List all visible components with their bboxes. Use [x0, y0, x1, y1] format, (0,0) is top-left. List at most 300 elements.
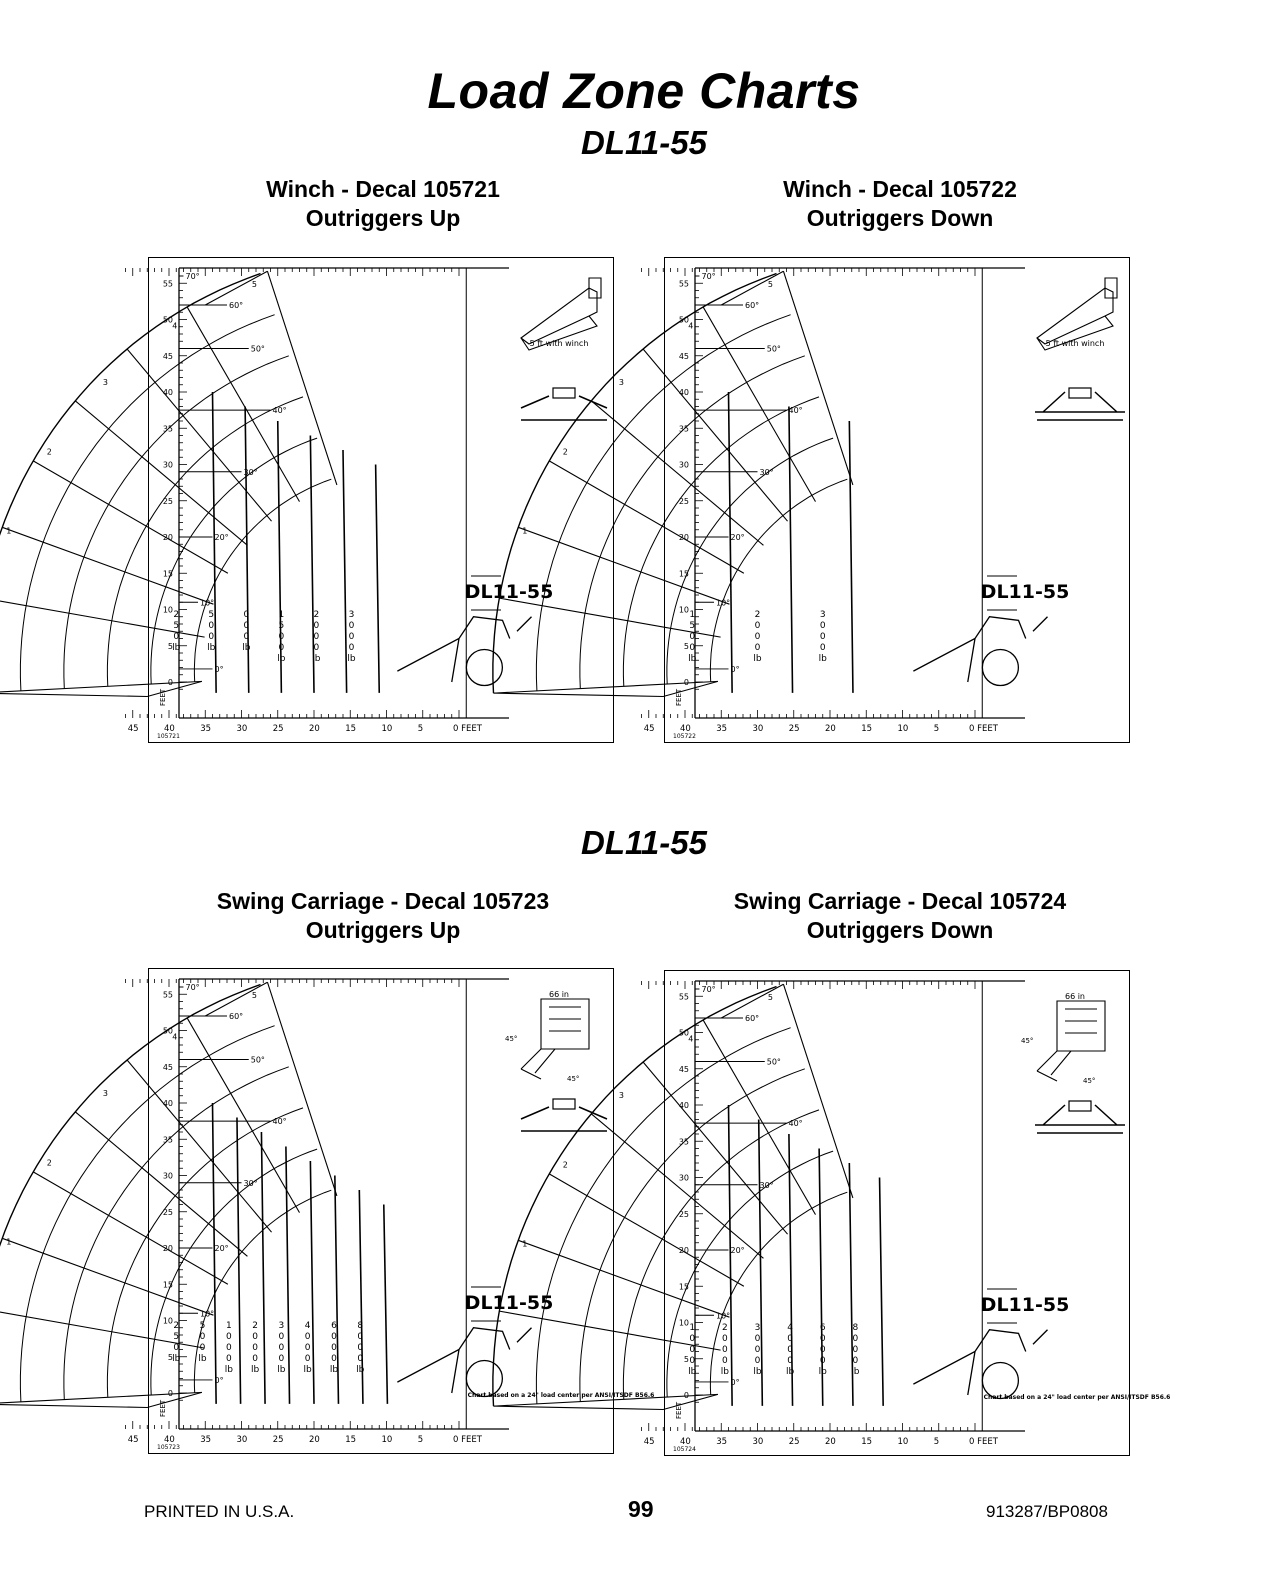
- page-number: 99: [628, 1496, 654, 1522]
- zone-capacity-char: lb: [250, 1364, 260, 1375]
- zone-capacity-char: 0: [208, 620, 215, 631]
- zone-capacity-char: 0: [173, 631, 180, 642]
- angle-label: 30°: [243, 467, 258, 477]
- load-chart-panel-1: [6, 257, 614, 743]
- chart-heading-1: [123, 175, 643, 233]
- machine-edge: [1033, 617, 1048, 632]
- zone-capacity-char: 0: [278, 1353, 285, 1364]
- zone-capacity-char: 0: [819, 1344, 826, 1355]
- zone-capacity-char: 3: [348, 609, 355, 620]
- zone-capacity-char: 0: [331, 1353, 337, 1364]
- extension-label: 4: [172, 1032, 178, 1042]
- angle-ray: [643, 349, 787, 521]
- zone-boundary-line: [343, 450, 347, 693]
- zone-capacity-char: 5: [278, 620, 285, 631]
- angle-label: 60°: [229, 301, 244, 310]
- zone-capacity-char: 0: [722, 1355, 728, 1366]
- zone-capacity-char: 0: [348, 620, 355, 631]
- zone-capacity-char: 0: [754, 631, 761, 642]
- zone-capacity-char: 0: [348, 642, 355, 653]
- zone-capacity-char: lb: [851, 1366, 860, 1377]
- angle-ray: [0, 1392, 202, 1404]
- angle-label: 30°: [759, 467, 774, 477]
- x-tick-label: 0 FEET: [969, 724, 998, 734]
- zone-capacity-char: 2: [313, 609, 320, 620]
- load-zone-grid: [0, 271, 337, 696]
- outrigger-arms-down: [1035, 1105, 1125, 1125]
- x-tick-label: 5: [933, 724, 940, 734]
- extension-label: 4: [688, 321, 694, 331]
- zone-capacity-char: 0: [754, 1333, 761, 1344]
- y-tick-label: 0: [167, 1389, 173, 1398]
- zone-capacity-char: 0: [819, 620, 826, 631]
- carriage-frame-icon: [1057, 1001, 1105, 1051]
- extension-label: 2: [562, 447, 568, 457]
- angle-label: 70°: [701, 985, 716, 994]
- y-tick-label: 50: [162, 315, 173, 325]
- y-tick-label: 0: [683, 1391, 689, 1400]
- zone-capacity-char: 8: [357, 1320, 364, 1331]
- y-axis-unit: FEET: [675, 688, 683, 706]
- x-tick-label: 40: [164, 724, 175, 734]
- x-tick-label: 30: [236, 724, 248, 734]
- zone-capacity-char: lb: [172, 642, 181, 653]
- x-tick-label: 40: [164, 1435, 175, 1445]
- chart-heading-4: [640, 887, 1160, 945]
- zone-capacity-char: lb: [786, 1366, 795, 1377]
- y-tick-label: 45: [162, 1062, 173, 1072]
- x-tick-label: 10: [897, 1437, 909, 1447]
- angle-label: 0°: [214, 1375, 224, 1385]
- zone-capacity-char: 0: [313, 642, 320, 653]
- zone-boundary-line: [880, 1178, 884, 1406]
- zone-capacity-char: 0: [689, 1333, 696, 1344]
- extension-arc: [107, 397, 303, 686]
- y-tick-label: 35: [678, 1137, 689, 1147]
- extension-label: 2: [46, 447, 52, 457]
- zone-capacity-char: lb: [753, 653, 762, 664]
- zone-capacity-char: 2: [722, 1322, 728, 1333]
- zone-capacity-char: lb: [224, 1364, 233, 1375]
- outrigger-icon: [1035, 1101, 1125, 1133]
- zone-capacity-char: 0: [722, 1344, 728, 1355]
- zone-capacity-char: 0: [754, 1344, 761, 1355]
- y-tick-label: 5: [167, 1352, 173, 1362]
- attachment-icon: [521, 999, 589, 1079]
- load-chart-svg: [522, 971, 1171, 1457]
- swing-angle-left: 45°: [505, 1035, 518, 1043]
- angle-ray: [75, 401, 247, 545]
- angle-label: 70°: [701, 272, 716, 281]
- y-tick-label: 40: [162, 388, 173, 397]
- zone-capacity-char: 0: [689, 631, 696, 642]
- angle-label: 30°: [243, 1178, 258, 1188]
- angle-ray: [591, 1114, 763, 1258]
- zone-boundaries: [729, 392, 853, 693]
- zone-capacity-char: lb: [329, 1364, 339, 1375]
- zone-boundaries: [729, 1105, 884, 1406]
- x-tick-label: 15: [861, 1437, 873, 1447]
- zone-capacity-char: 0: [313, 620, 320, 631]
- angle-ray: [591, 401, 763, 545]
- zone-capacity-char: 0: [787, 1344, 793, 1355]
- x-tick-label: 35: [200, 724, 212, 734]
- zone-capacity-char: 0: [348, 631, 355, 642]
- zone-capacity-char: 0: [331, 1331, 337, 1342]
- angle-label: 70°: [185, 272, 200, 281]
- angle-label: 20°: [214, 533, 229, 542]
- zone-capacity-char: lb: [277, 1364, 286, 1375]
- model-heading-bottom: DL11-55: [581, 824, 707, 861]
- zone-capacity-char: lb: [277, 653, 286, 664]
- angle-label: 10°: [200, 1309, 215, 1319]
- angle-label: 10°: [716, 1311, 731, 1321]
- machine-edge: [517, 617, 532, 632]
- angle-label: 50°: [250, 344, 265, 354]
- zone-capacity-char: 5: [173, 1331, 180, 1342]
- machine-front-icon: [913, 1330, 1047, 1399]
- y-tick-label: 40: [678, 388, 689, 397]
- angle-ray: [643, 1062, 787, 1234]
- attachment-label: 66 in: [548, 990, 570, 999]
- angle-ray: [783, 984, 852, 1198]
- page-title: Load Zone Charts: [427, 63, 861, 119]
- zone-capacity-char: 0: [252, 1331, 258, 1342]
- extension-label: 1: [6, 1237, 12, 1247]
- zone-capacity-char: 0: [357, 1353, 364, 1364]
- extension-label: 1: [522, 526, 528, 536]
- y-tick-label: 15: [162, 569, 173, 579]
- x-tick-label: 25: [272, 724, 284, 734]
- x-tick-label: 15: [861, 724, 873, 734]
- envelope-top: [721, 984, 783, 1018]
- zone-capacity-char: 0: [357, 1331, 364, 1342]
- angle-label: 20°: [730, 533, 745, 542]
- winch-head-icon: [1105, 278, 1117, 298]
- x-tick-label: 30: [752, 724, 764, 734]
- machine-edge: [1033, 1330, 1048, 1345]
- angle-label: 30°: [759, 1180, 774, 1190]
- zone-boundary-line: [729, 392, 733, 693]
- zone-boundary-line: [789, 407, 793, 693]
- fork-icon: [1037, 1051, 1071, 1081]
- y-tick-label: 40: [162, 1099, 173, 1108]
- zone-capacity-char: lb: [753, 1366, 762, 1377]
- extension-label: 3: [618, 378, 624, 388]
- zone-capacity-char: 0: [243, 609, 250, 620]
- zone-capacity-char: 3: [819, 609, 826, 620]
- x-tick-label: 35: [716, 1437, 728, 1447]
- zone-capacity-char: 4: [787, 1322, 793, 1333]
- outrigger-arms-down: [1035, 392, 1125, 412]
- extension-label: 2: [46, 1158, 52, 1168]
- zone-capacity-char: 0: [357, 1342, 364, 1353]
- y-tick-label: 55: [678, 279, 689, 289]
- angle-ray: [0, 681, 202, 693]
- y-tick-label: 45: [678, 351, 689, 361]
- zone-boundary-line: [213, 1103, 217, 1404]
- zone-capacity-char: 8: [852, 1322, 859, 1333]
- zone-capacity-char: lb: [303, 1364, 312, 1375]
- angle-label: 0°: [730, 1377, 740, 1387]
- chart-heading-2-line1: Winch - Decal 105722: [783, 176, 1017, 202]
- load-chart-panel-2: [522, 257, 1130, 743]
- decal-number: 105722: [673, 733, 696, 740]
- zone-capacity-char: 0: [852, 1355, 859, 1366]
- extension-arc: [20, 1026, 274, 1402]
- load-chart-svg: [6, 258, 615, 744]
- chart-heading-4-line2: Outriggers Down: [806, 917, 994, 943]
- x-tick-label: 45: [643, 1437, 655, 1447]
- x-tick-label: 40: [680, 1437, 691, 1447]
- decal-number: 105723: [157, 1444, 180, 1451]
- angle-label: 10°: [200, 598, 215, 608]
- zone-capacity-char: 0: [852, 1344, 859, 1355]
- angle-label: 50°: [766, 344, 781, 354]
- angle-label: 70°: [185, 983, 200, 992]
- zone-capacity-char: lb: [720, 1366, 729, 1377]
- y-tick-label: 25: [162, 1207, 173, 1217]
- x-tick-label: 15: [345, 724, 357, 734]
- y-tick-label: 10: [162, 605, 173, 615]
- zone-capacity-char: 0: [689, 1344, 696, 1355]
- zone-capacity-char: lb: [207, 642, 216, 653]
- load-chart-panel-3: [6, 968, 655, 1454]
- wheel-icon: [982, 650, 1018, 686]
- angle-label: 10°: [716, 598, 731, 608]
- angle-label: 40°: [272, 1117, 287, 1127]
- load-chart-panel-4: [522, 970, 1171, 1456]
- x-tick-label: 45: [127, 1435, 139, 1445]
- outrigger-body: [1069, 1101, 1091, 1111]
- extension-label: 1: [522, 1239, 528, 1249]
- y-tick-label: 40: [678, 1101, 689, 1110]
- y-tick-label: 30: [678, 1173, 689, 1183]
- zone-boundary-line: [849, 421, 853, 693]
- x-tick-label: 45: [643, 724, 655, 734]
- y-tick-label: 15: [162, 1280, 173, 1290]
- y-tick-label: 55: [162, 990, 173, 1000]
- zone-capacity-char: lb: [688, 1366, 697, 1377]
- zone-capacity-char: 0: [819, 631, 826, 642]
- footer-printed: PRINTED IN U.S.A.: [144, 1502, 295, 1521]
- zone-capacity-char: lb: [312, 653, 321, 664]
- chart-heading-3-line1: Swing Carriage - Decal 105723: [216, 888, 550, 914]
- zone-capacity-char: 5: [208, 609, 215, 620]
- chart-heading-1-line2: Outriggers Up: [305, 205, 461, 231]
- winch-head-icon: [589, 278, 601, 298]
- zone-capacity-char: 0: [819, 642, 826, 653]
- y-tick-label: 20: [162, 1244, 173, 1253]
- zone-capacity-char: 1: [689, 609, 696, 620]
- y-tick-label: 25: [678, 496, 689, 506]
- y-axis-unit: FEET: [159, 1399, 167, 1417]
- zone-capacity-char: lb: [356, 1364, 365, 1375]
- zone-capacity-char: 0: [304, 1331, 311, 1342]
- chart-model-label: DL11-55: [464, 581, 554, 603]
- extension-label: 4: [688, 1034, 694, 1044]
- zone-capacity-char: 1: [689, 1322, 696, 1333]
- extension-label: 5: [767, 280, 773, 290]
- extension-arc: [0, 274, 261, 694]
- extension-arc: [0, 985, 261, 1405]
- zone-capacity-char: lb: [688, 653, 697, 664]
- zone-capacity-char: 0: [225, 1342, 232, 1353]
- y-tick-label: 50: [678, 315, 689, 325]
- y-axis-unit: FEET: [159, 688, 167, 706]
- y-tick-label: 20: [678, 1246, 689, 1255]
- zone-capacity-char: 0: [252, 1353, 258, 1364]
- y-tick-label: 5: [167, 641, 173, 651]
- zone-capacity-char: 0: [278, 631, 285, 642]
- zone-capacity-char: 5: [689, 620, 696, 631]
- chart-note: Chart based on a 24" load center per ANSI/ITSDF B56.6: [983, 1394, 1171, 1401]
- y-tick-label: 30: [162, 1171, 173, 1181]
- extension-label: 5: [767, 993, 773, 1003]
- carriage-frame-icon: [541, 999, 589, 1049]
- extension-label: 5: [251, 280, 257, 290]
- chart-heading-2: [640, 175, 1160, 233]
- extension-label: 3: [102, 378, 108, 388]
- chart-heading-3-line2: Outriggers Up: [305, 917, 461, 943]
- zone-capacity-char: lb: [818, 653, 827, 664]
- x-tick-label: 5: [417, 724, 424, 734]
- y-tick-label: 25: [678, 1209, 689, 1219]
- extension-label: 5: [251, 991, 257, 1001]
- x-tick-label: 20: [309, 1435, 320, 1445]
- angle-label: 40°: [788, 1119, 803, 1129]
- y-tick-label: 5: [683, 1354, 689, 1364]
- chart-heading-2-line2: Outriggers Down: [806, 205, 994, 231]
- machine-front-icon: [397, 617, 531, 686]
- y-tick-label: 10: [678, 605, 689, 615]
- chart-model-label: DL11-55: [980, 581, 1070, 603]
- load-chart-svg: [6, 969, 655, 1455]
- zone-capacity-char: 1: [278, 609, 285, 620]
- y-tick-label: 35: [162, 1135, 173, 1145]
- zone-capacity-char: 0: [225, 1353, 232, 1364]
- angle-label: 0°: [730, 664, 740, 674]
- y-tick-label: 35: [162, 424, 173, 434]
- zone-capacity-char: 0: [304, 1342, 311, 1353]
- zone-capacity-char: 0: [819, 1355, 826, 1366]
- y-tick-label: 30: [678, 460, 689, 470]
- zone-capacity-char: 0: [252, 1342, 258, 1353]
- zone-boundary-line: [237, 1118, 241, 1404]
- angle-label: 40°: [272, 406, 287, 416]
- y-tick-label: 45: [678, 1064, 689, 1074]
- y-tick-label: 25: [162, 496, 173, 506]
- zone-boundary-line: [261, 1132, 265, 1404]
- wheel-icon: [466, 650, 502, 686]
- zone-capacity-char: 3: [754, 1322, 761, 1333]
- angle-label: 60°: [229, 1012, 244, 1021]
- zone-capacity-char: lb: [242, 642, 251, 653]
- zone-capacity-char: 0: [278, 1331, 285, 1342]
- zone-capacity-char: 2: [754, 609, 761, 620]
- y-tick-label: 10: [678, 1318, 689, 1328]
- y-axis-unit: FEET: [675, 1401, 683, 1419]
- angle-label: 40°: [788, 406, 803, 416]
- machine-edge: [517, 1328, 532, 1343]
- chart-heading-4-line1: Swing Carriage - Decal 105724: [733, 888, 1067, 914]
- angle-label: 60°: [745, 1014, 760, 1023]
- y-tick-label: 20: [678, 533, 689, 542]
- swing-angle-left: 45°: [1021, 1037, 1034, 1045]
- zone-capacity-char: 0: [199, 1342, 206, 1353]
- extension-label: 4: [172, 321, 178, 331]
- x-tick-label: 0 FEET: [969, 1437, 998, 1447]
- attachment-label: 5 ft with winch: [1045, 339, 1105, 348]
- x-tick-label: 35: [200, 1435, 212, 1445]
- zone-capacity-char: 2: [173, 609, 180, 620]
- x-tick-label: 45: [127, 724, 139, 734]
- zone-capacity-char: 0: [313, 631, 320, 642]
- zone-capacity-char: 0: [722, 1333, 728, 1344]
- zone-capacity-char: 5: [199, 1320, 206, 1331]
- load-chart-svg: [522, 258, 1131, 744]
- extension-label: 1: [6, 526, 12, 536]
- angle-ray: [127, 1060, 271, 1232]
- zone-capacity-char: lb: [818, 1366, 827, 1377]
- zone-capacity-char: 0: [243, 631, 250, 642]
- attachment-label: 5 ft with winch: [529, 339, 589, 348]
- model-heading-top: DL11-55: [581, 124, 707, 161]
- zone-capacity-char: 0: [754, 1355, 761, 1366]
- outrigger-icon: [1035, 388, 1125, 420]
- zone-capacity-char: 0: [787, 1333, 793, 1344]
- zone-capacity-char: 0: [304, 1353, 311, 1364]
- zone-capacity-char: 2: [173, 1320, 180, 1331]
- zone-capacity-char: 0: [208, 631, 215, 642]
- zone-capacity-char: 0: [787, 1355, 793, 1366]
- x-tick-label: 20: [309, 724, 320, 734]
- y-tick-label: 0: [167, 678, 173, 687]
- swing-angle-right: 45°: [567, 1075, 580, 1083]
- x-tick-label: 5: [417, 1435, 424, 1445]
- angle-label: 20°: [730, 1246, 745, 1255]
- y-tick-label: 45: [162, 351, 173, 361]
- x-tick-label: 40: [680, 724, 691, 734]
- x-tick-label: 0 FEET: [453, 1435, 482, 1445]
- envelope-top: [205, 982, 267, 1016]
- y-tick-label: 50: [678, 1028, 689, 1038]
- zone-capacity-char: 0: [331, 1342, 337, 1353]
- y-tick-label: 15: [678, 569, 689, 579]
- decal-number: 105724: [673, 1446, 696, 1453]
- extension-label: 3: [618, 1091, 624, 1101]
- zone-capacity-char: 0: [278, 642, 285, 653]
- decal-number: 105721: [157, 733, 180, 740]
- zone-boundary-line: [384, 1205, 388, 1404]
- zone-capacity-char: 4: [304, 1320, 311, 1331]
- angle-label: 60°: [745, 301, 760, 310]
- angle-label: 50°: [250, 1055, 265, 1065]
- zone-capacity-char: 1: [225, 1320, 232, 1331]
- zone-capacity-char: 0: [754, 620, 761, 631]
- x-tick-label: 25: [272, 1435, 284, 1445]
- x-tick-label: 15: [345, 1435, 357, 1445]
- x-tick-label: 20: [825, 724, 836, 734]
- outrigger-icon: [521, 388, 607, 420]
- chart-note: Chart based on a 24" load center per ANSI/ITSDF B56.6: [467, 1392, 655, 1399]
- extension-labels: [6, 280, 257, 535]
- y-tick-label: 0: [683, 678, 689, 687]
- zone-boundary-line: [729, 1105, 733, 1406]
- angle-ray: [127, 349, 271, 521]
- extension-label: 2: [562, 1160, 568, 1170]
- zone-capacity-char: 0: [689, 1355, 696, 1366]
